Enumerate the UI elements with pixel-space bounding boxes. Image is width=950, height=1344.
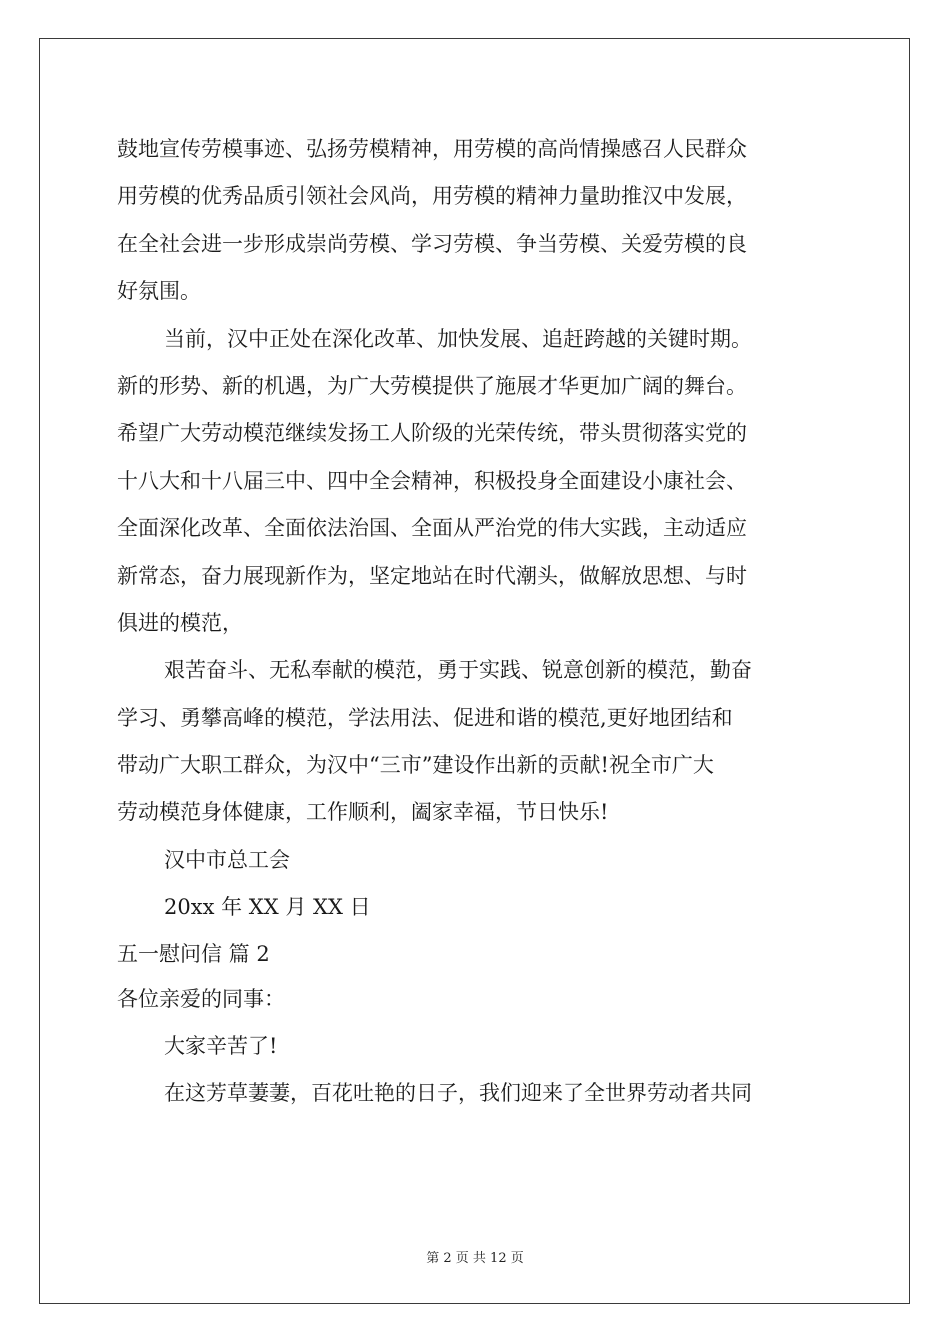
text-line: 用劳模的优秀品质引领社会风尚，用劳模的精神力量助推汉中发展， (117, 184, 747, 209)
page-number: 第 2 页 共 12 页 (426, 1251, 524, 1266)
greeting: 大家辛苦了! (164, 1034, 278, 1059)
text-line: 劳动模范身体健康，工作顺利，阖家幸福，节日快乐! (117, 800, 609, 825)
paragraph-start: 在这芳草萋萋，百花吐艳的日子，我们迎来了全世界劳动者共同 (164, 1081, 752, 1106)
paragraph-start: 艰苦奋斗、无私奉献的模范，勇于实践、锐意创新的模范，勤奋 (164, 658, 752, 683)
text-line: 俱进的模范， (117, 610, 243, 635)
text-line: 新的形势、新的机遇，为广大劳模提供了施展才华更加广阔的舞台。 (117, 373, 747, 398)
text-line: 鼓地宣传劳模事迹、弘扬劳模精神，用劳模的高尚情操感召人民群众 (117, 137, 747, 161)
signature-date: 20xx 年 XX 月 XX 日 (164, 895, 371, 920)
text-line: 在全社会进一步形成崇尚劳模、学习劳模、争当劳模、关爱劳模的良 (117, 231, 747, 256)
signature-org: 汉中市总工会 (164, 847, 290, 872)
text-line: 带动广大职工群众，为汉中“三市”建设作出新的贡献!祝全市广大 (117, 753, 714, 778)
text-line: 新常态，奋力展现新作为，坚定地站在时代潮头，做解放思想、与时 (117, 563, 747, 588)
paragraph-start: 当前，汉中正处在深化改革、加快发展、追赶跨越的关键时期。 (164, 326, 752, 351)
salutation: 各位亲爱的同事： (117, 986, 285, 1011)
section-heading: 五一慰问信 篇 2 (117, 941, 270, 966)
text-line: 全面深化改革、全面依法治国、全面从严治党的伟大实践，主动适应 (117, 516, 747, 541)
text-line: 希望广大劳动模范继续发扬工人阶级的光荣传统，带头贯彻落实党的 (117, 421, 747, 446)
text-line: 学习、勇攀高峰的模范，学法用法、促进和谐的模范,更好地团结和 (117, 705, 733, 730)
text-line: 十八大和十八届三中、四中全会精神，积极投身全面建设小康社会、 (117, 468, 747, 493)
text-line: 好氛围。 (117, 279, 201, 304)
document-body (117, 126, 837, 1118)
